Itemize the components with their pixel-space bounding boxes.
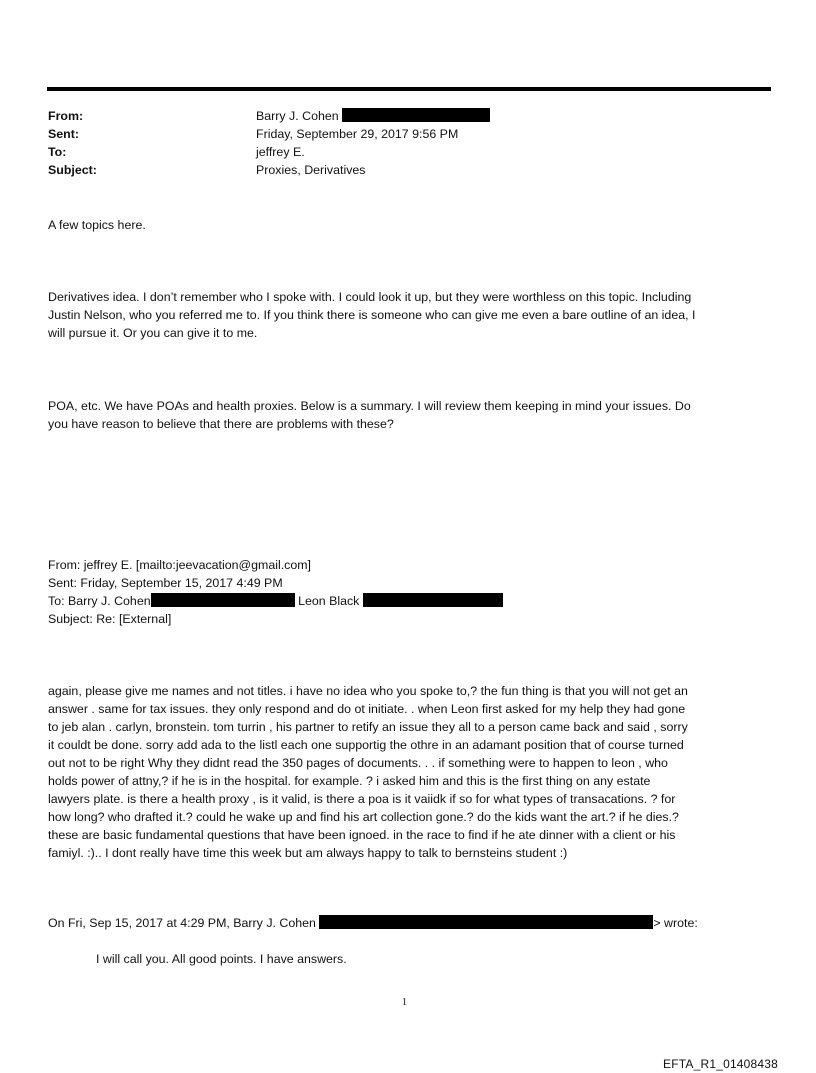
redaction-bar xyxy=(363,593,503,607)
reply-attribution xyxy=(48,914,772,932)
reply-message: I will call you. All good points. I have answers. xyxy=(96,952,347,966)
from-value xyxy=(256,107,768,125)
body-paragraph-derivatives xyxy=(48,288,772,342)
quoted-sent: Sent: Friday, September 15, 2017 4:49 PM xyxy=(48,576,283,590)
sent-value: Friday, September 29, 2017 9:56 PM xyxy=(256,127,459,141)
subject-value: Proxies, Derivatives xyxy=(256,163,366,177)
from-name: Barry J. Cohen xyxy=(256,109,339,123)
header-rule xyxy=(47,87,771,91)
message-line: how long? who drafted it.? could he wake up and find his art collection gone.? do the kids want the art.? if he dies.? xyxy=(48,810,679,824)
to-value: jeffrey E. xyxy=(256,145,305,159)
message-line: to jeb alan . carlyn, bronstein. tom turrin , his partner to retify an issue they all to a person came back and said , sorry xyxy=(48,720,688,734)
from-row xyxy=(48,107,768,125)
paragraph-line: you have reason to believe that there are problems with these? xyxy=(48,417,394,431)
paragraph-line: will pursue it. Or you can give it to me. xyxy=(48,326,258,340)
body-paragraph-intro: A few topics here. xyxy=(48,218,146,232)
redaction-bar xyxy=(151,593,295,607)
quoted-to xyxy=(48,592,772,610)
paragraph-line: POA, etc. We have POAs and health proxies. Below is a summary. I will review them keeping in mind your issues. Do xyxy=(48,399,691,413)
attribution-wrote: > wrote: xyxy=(653,916,698,930)
message-line: answer . same for tax issues. they only respond and do ot initiate. . when Leon first asked for my help they had gone xyxy=(48,702,686,716)
redaction-bar xyxy=(319,915,653,929)
paragraph-line: Derivatives idea. I don’t remember who I spoke with. I could look it up, but they were worthless on this topic. Including xyxy=(48,290,692,304)
subject-row xyxy=(48,161,768,179)
sent-label: Sent: xyxy=(48,127,79,141)
message-line: famiyl. :).. I dont really have time this week but am always happy to talk to bernsteins student :) xyxy=(48,846,568,860)
email-header xyxy=(48,107,768,179)
message-line: again, please give me names and not titles. i have no idea who you spoke to,? the fun thing is that you will not get an xyxy=(48,684,688,698)
from-label: From: xyxy=(48,109,84,123)
subject-label: Subject: xyxy=(48,163,97,177)
attribution-text: On Fri, Sep 15, 2017 at 4:29 PM, Barry J. Cohen xyxy=(48,916,316,930)
quoted-header xyxy=(48,556,772,628)
quoted-subject: Subject: Re: [External] xyxy=(48,612,172,626)
paragraph-line: Justin Nelson, who you referred me to. If you think there is someone who can give me even a bare outline of an idea, I xyxy=(48,308,696,322)
message-line: holds power of attny,? if he is in the hospital. for example. ? i asked him and this is the first thing on any estate xyxy=(48,774,651,788)
sent-row xyxy=(48,125,768,143)
quoted-to-name: To: Barry J. Cohen xyxy=(48,594,151,608)
message-line: these are basic fundamental questions that have been ignoed. in the race to find if he ate dinner with a client or his xyxy=(48,828,676,842)
quoted-message xyxy=(48,682,772,862)
document-id-footer: EFTA_R1_01408438 xyxy=(663,1057,779,1071)
redaction-bar xyxy=(342,108,490,122)
quoted-from: From: jeffrey E. [mailto:jeevacation@gmail.com] xyxy=(48,558,312,572)
message-line: it couldt be done. sorry add ada to the listl each one supportig the othre in an adamant position that of course turned xyxy=(48,738,684,752)
message-line: lawyers plate. is there a health proxy , is it valid, is there a poa is it vaiidk if so for what types of transacations. ? for xyxy=(48,792,676,806)
body-paragraph-poa xyxy=(48,397,772,433)
page-number: 1 xyxy=(402,997,407,1008)
quoted-to-second-name: Leon Black xyxy=(298,594,360,608)
to-label: To: xyxy=(48,145,67,159)
message-line: out not to be right Why they didnt read the 350 pages of documents. . . if something were to happen to leon , who xyxy=(48,756,668,770)
to-row xyxy=(48,143,768,161)
